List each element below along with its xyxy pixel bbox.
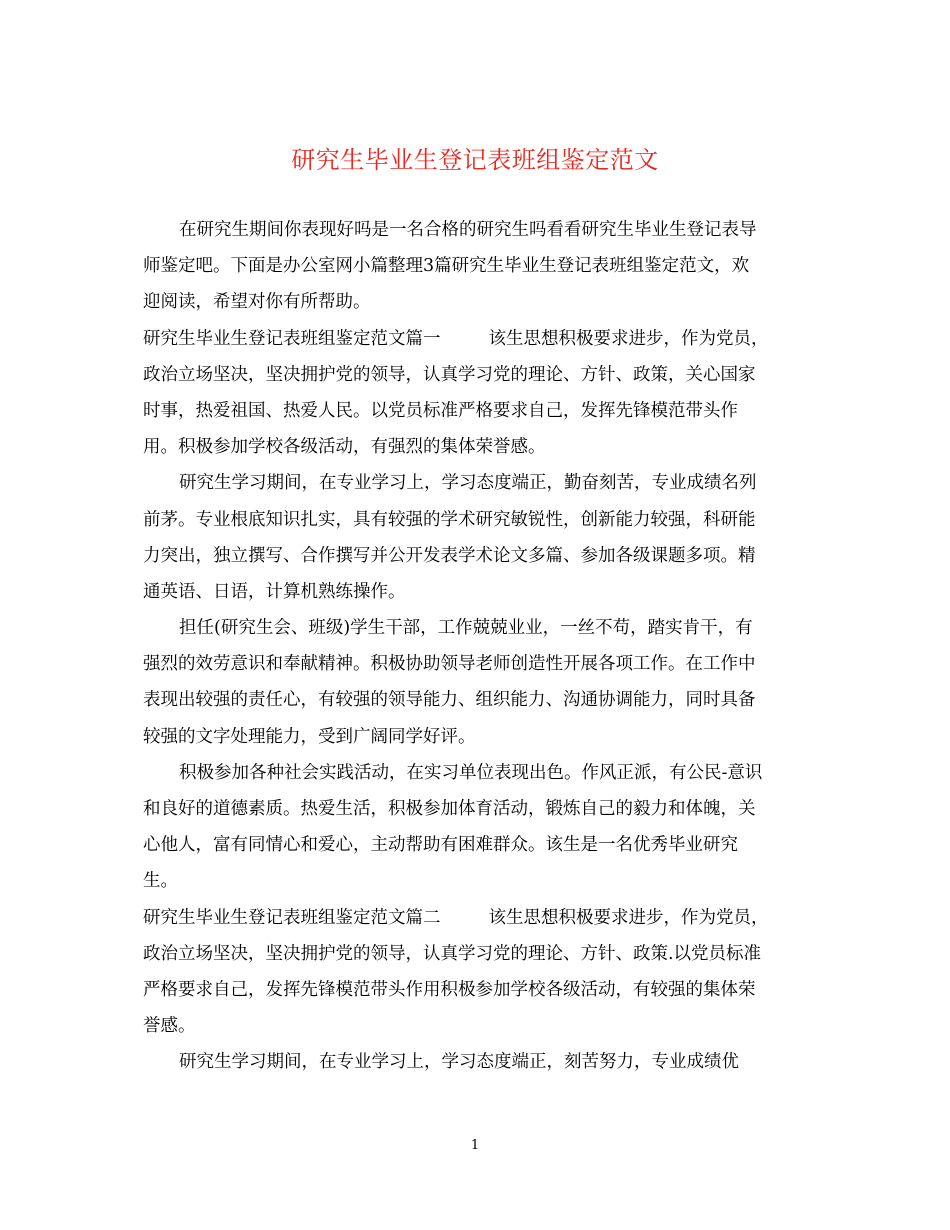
text-line: 较强的文字处理能力，受到广阔同学好评。 [143, 726, 476, 747]
text-line: 积极参加各种社会实践活动，在实习单位表现出色。作风正派，有公民-意识 [179, 762, 763, 783]
text-line: 强烈的效劳意识和奉献精神。积极协助领导老师创造性开展各项工作。在工作中 [143, 654, 756, 675]
text-line: 在研究生期间你表现好吗是一名合格的研究生吗看看研究生毕业生登记表导 [179, 220, 757, 240]
section-heading-line [143, 321, 805, 357]
text-line: 前茅。专业根底知识扎实，具有较强的学术研究敏锐性，创新能力较强，科研能 [143, 509, 756, 530]
section-heading: 研究生毕业生登记表班组鉴定范文篇二 [143, 907, 441, 928]
text-line: 誉感。 [143, 1016, 196, 1037]
document-title: 研究生毕业生登记表班组鉴定范文 [291, 146, 659, 174]
text-line: 表现出较强的责任心，有较强的领导能力、组织能力、沟通协调能力，同时具备 [143, 690, 756, 711]
text-line: 政治立场坚决，坚决拥护党的领导，认真学习党的理论、方针、政策.以党员标准 [143, 943, 762, 964]
text-line: 政治立场坚决，坚决拥护党的领导，认真学习党的理论、方针、政策，关心国家 [143, 364, 756, 385]
text-line: 心他人，富有同情心和爱心，主动帮助有困难群众。该生是一名优秀毕业研究 [143, 835, 738, 856]
text-line: 和良好的道德素质。热爱生活，积极参加体育活动，锻炼自己的毅力和体魄，关 [143, 799, 756, 819]
document-body [143, 212, 805, 1081]
section-heading: 研究生毕业生登记表班组鉴定范文篇一 [143, 328, 441, 349]
text-line: 该生思想积极要求进步，作为党员， [488, 328, 769, 349]
text-line: 力突出，独立撰写、合作撰写并公开发表学术论文多篇、参加各级课题多项。精 [143, 545, 756, 566]
text-line: 迎阅读，希望对你有所帮助。 [143, 292, 371, 313]
text-line: 研究生学习期间，在专业学习上，学习态度端正，刻苦努力，专业成绩优 [179, 1052, 739, 1073]
page-number: 1 [470, 1138, 480, 1153]
section-heading-line [143, 900, 805, 936]
text-line: 该生思想积极要求进步，作为党员， [488, 907, 769, 928]
text-line: 严格要求自己，发挥先锋模范带头作用积极参加学校各级活动，有较强的集体荣 [143, 979, 756, 1000]
text-line: 师鉴定吧。下面是办公室网小篇整理3篇研究生毕业生登记表班组鉴定范文，欢 [143, 256, 750, 277]
text-line: 通英语、日语，计算机熟练操作。 [143, 581, 406, 602]
text-line: 时事，热爱祖国、热爱人民。以党员标准严格要求自己，发挥先锋模范带头作 [143, 400, 738, 421]
text-line: 担任(研究生会、班级)学生干部，工作兢兢业业，一丝不苟，踏实肯干，有 [179, 618, 753, 639]
text-line: 用。积极参加学校各级活动，有强烈的集体荣誉感。 [143, 437, 546, 458]
text-line: 生。 [143, 871, 178, 892]
text-line: 研究生学习期间，在专业学习上，学习态度端正，勤奋刻苦，专业成绩名列 [179, 473, 757, 494]
